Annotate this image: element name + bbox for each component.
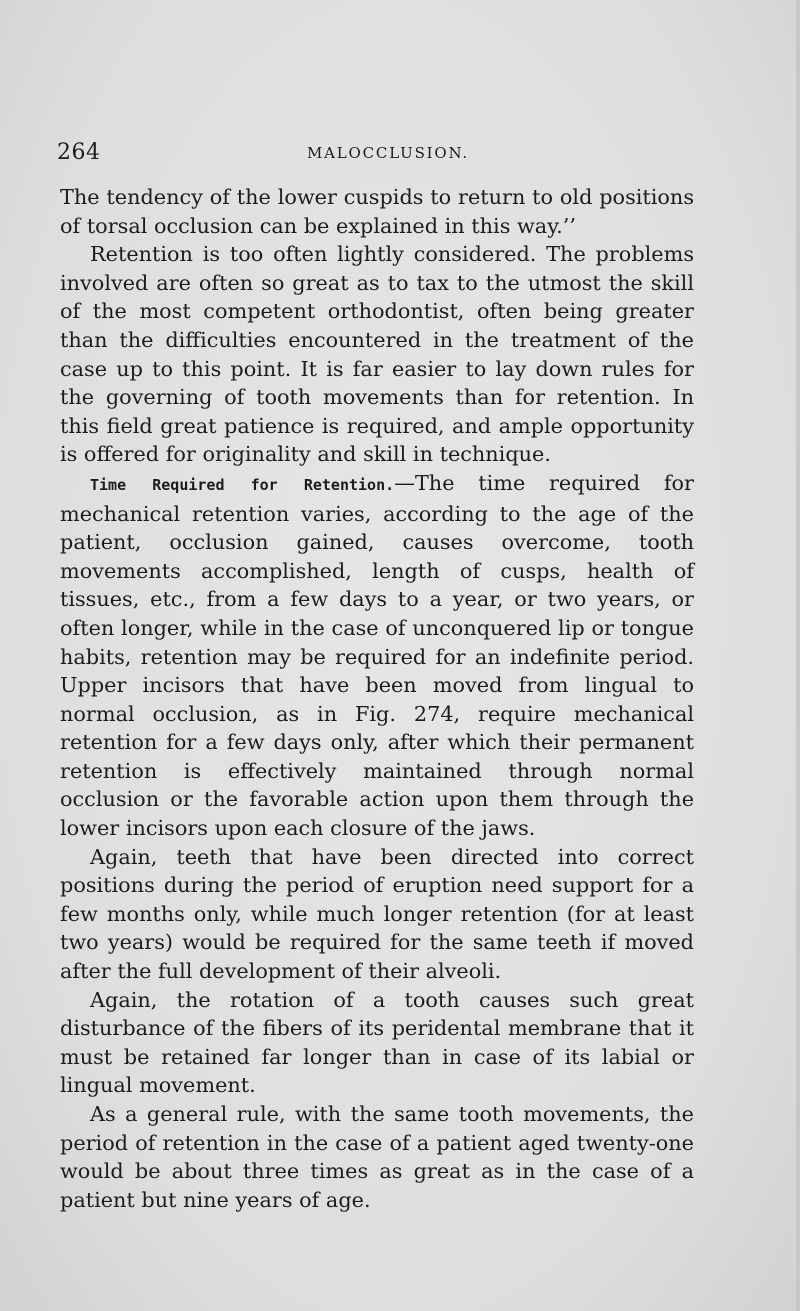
paragraph-general-rule: As a general rule, with the same tooth movements, the period of retention in the case of a patient aged twenty-one would be about three times as great as in the case of a patient but nine years of age. [60,1102,694,1212]
paragraph-retention: Retention is too often lightly considered. The problems involved are often so great as to tax to the utmost the skill of the most competent orthodontist, often being greater than the difficulties encountered in the treatment of the case up to this point. It is far easier to lay down rules for the governing of tooth movements than for retention. In this field great patience is required, and ample opportunity is offered for originality and skill in technique. [60,242,694,467]
body-text [60,183,694,1214]
paragraph-time-required-text: —The time required for mechanical retention varies, according to the age of the patient, occlusion gained, causes overcome, tooth movements accomplished, length of cusps, health of tissues, etc., from a few days to a year, or two years, or often longer, while in the case of unconquered lip or tongue habits, retention may be required for an indefinite period. Upper incisors that have been moved from lingual to normal occlusion, as in Fig. 274, require mechanical retention for a few days only, after which their permanent retention is effectively maintained through normal occlusion or the favorable action upon them through the lower incisors upon each closure of the jaws. [60,470,694,841]
paragraph-rotation: Again, the rotation of a tooth causes such great disturbance of the fibers of its peridental membrane that it must be retained far longer than in case of its labial or lingual movement. [60,987,694,1098]
running-head [57,140,689,170]
section-sidehead: Time Required for Retention. [90,475,395,494]
paragraph-time-required [60,469,694,843]
page-number: 264 [57,140,101,165]
running-title: MALOCCLUSION. [306,144,470,162]
paragraph-eruption: Again, teeth that have been directed into correct positions during the period of eruption need support for a few months only, while much longer retention (for at least two years) would be required for the same teeth if moved after the full development of their alveoli. [60,844,694,984]
paragraph-continuation: The tendency of the lower cuspids to return to old positions of torsal occlusion can be explained in this way.’’ [60,185,694,238]
